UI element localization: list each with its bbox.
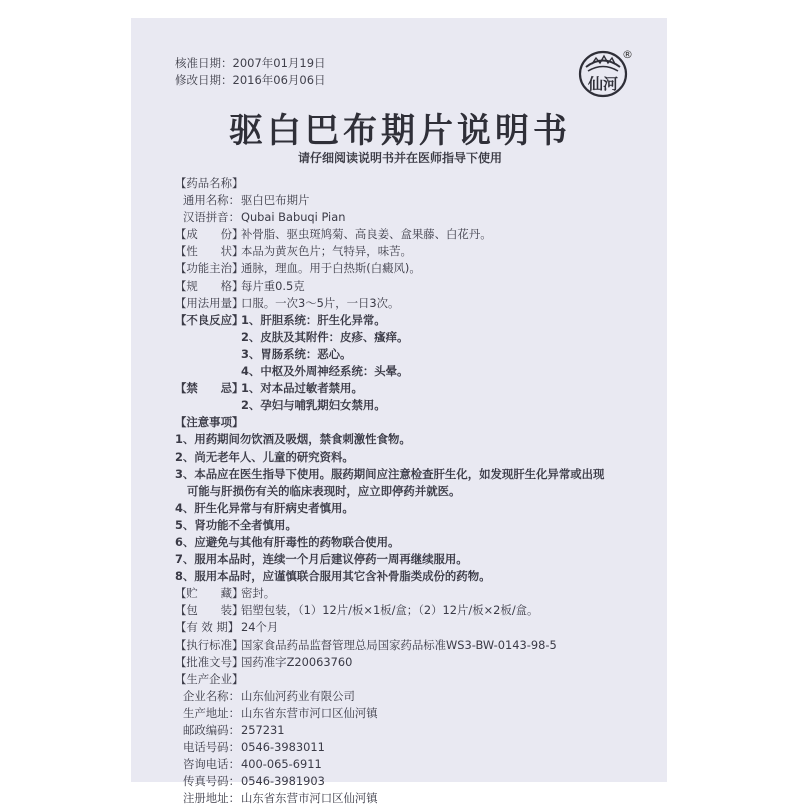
adverse-label: 【不良反应】: [175, 312, 244, 327]
properties-value: 本品为黄灰色片；气特异，味苦。: [241, 244, 412, 259]
standard-label: 【执行标准】: [175, 637, 244, 652]
leaflet-body: [175, 175, 655, 807]
standard-value: 国家食品药品监督管理总局国家药品标准WS3-BW-0143-98-5: [241, 637, 557, 652]
manufacturer-field-label: 电话号码：: [183, 740, 240, 755]
manufacturer-field-value: 山东省东营市河口区仙河镇: [241, 791, 378, 806]
composition-label: 【成 份】: [175, 227, 244, 242]
precaution-item: 2、尚无老年人、儿童的研究资料。: [175, 449, 354, 464]
manufacturer-row: [175, 756, 655, 773]
manufacturer-row: [175, 773, 655, 790]
storage-label: 【贮 藏】: [175, 586, 244, 601]
adverse-row-2: [175, 329, 655, 346]
precautions-header: 【注意事项】: [175, 415, 244, 430]
properties-label: 【性 状】: [175, 244, 244, 259]
contra-item: 1、对本品过敏者禁用。: [241, 381, 363, 396]
storage-value: 密封。: [241, 586, 276, 601]
precaution-item: 1、用药期间勿饮酒及吸烟，禁食刺激性食物。: [175, 432, 411, 447]
manufacturer-field-label: 注册地址：: [183, 791, 240, 806]
adverse-item: 3、胃肠系统：恶心。: [241, 346, 352, 361]
drug-name-header: 【药品名称】: [175, 176, 244, 190]
approval-no-value: 国药准字Z20063760: [241, 654, 353, 669]
storage-row: [175, 585, 655, 602]
manufacturer-row: [175, 739, 655, 756]
package-row: [175, 602, 655, 619]
revision-date: 修改日期：2016年06月06日: [175, 73, 326, 87]
contra-row-2: [175, 397, 655, 414]
precaution-item: 3、本品应在医生指导下使用。服药期间应注意检查肝生化，如发现肝生化异常或出现: [175, 466, 605, 481]
common-name-value: 驱白巴布期片: [241, 193, 310, 208]
pinyin-row: [175, 209, 655, 226]
manufacturer-field-value: 山东仙河药业有限公司: [241, 688, 355, 703]
package-label: 【包 装】: [175, 603, 244, 618]
pinyin-label: 汉语拼音：: [183, 210, 240, 225]
adverse-row-4: [175, 363, 655, 380]
manufacturer-row: [175, 688, 655, 705]
svg-text:仙河: 仙河: [587, 75, 619, 93]
validity-value: 24个月: [241, 620, 279, 635]
spec-row: [175, 278, 655, 295]
precaution-item: 5、肾功能不全者慎用。: [175, 517, 297, 532]
package-value: 铝塑包装，（1）12片/板×1板/盒；（2）12片/板×2板/盒。: [241, 603, 539, 618]
manufacturer-field-value: 400-065-6911: [241, 757, 322, 772]
validity-row: [175, 619, 655, 636]
dosage-value: 口服。一次3～5片，一日3次。: [241, 295, 400, 310]
dates-block: [175, 55, 326, 89]
manufacturer-row: [175, 722, 655, 739]
manufacturer-field-label: 企业名称：: [183, 688, 240, 703]
approval-no-row: [175, 654, 655, 671]
composition-value: 补骨脂、驱虫斑鸠菊、高良姜、盒果藤、白花丹。: [241, 227, 492, 242]
common-name-row: [175, 192, 655, 209]
contra-label: 【禁 忌】: [175, 381, 244, 396]
contra-item: 2、孕妇与哺乳期妇女禁用。: [241, 398, 386, 413]
precaution-item-continued: 可能与肝损伤有关的临床表现时，应立即停药并就医。: [187, 483, 461, 498]
properties-row: [175, 243, 655, 260]
precaution-item: 8、服用本品时，应谨慎联合服用其它含补骨脂类成份的药物。: [175, 569, 491, 584]
precaution-item: 4、肝生化异常与有肝病史者慎用。: [175, 500, 354, 515]
document-subtitle: 请仔细阅读说明书并在医师指导下使用: [297, 151, 502, 165]
manufacturer-row: [175, 790, 655, 807]
manufacturer-field-value: 257231: [241, 723, 285, 737]
manufacturer-field-value: 0546-3983011: [241, 740, 325, 755]
composition-row: [175, 226, 655, 243]
company-logo: [578, 50, 628, 98]
approval-date: 核准日期：2007年01月19日: [175, 56, 326, 70]
registered-mark: ®: [622, 48, 633, 61]
document-title: 驱白巴布期片说明书: [229, 111, 571, 151]
indications-row: [175, 260, 655, 277]
adverse-row-3: [175, 346, 655, 363]
manufacturer-header: 【生产企业】: [175, 671, 244, 686]
contra-row-1: [175, 380, 655, 397]
precaution-item: 6、应避免与其他有肝毒性的药物联合使用。: [175, 534, 400, 549]
indications-value: 通脉，理血。用于白热斯(白癜风)。: [241, 261, 421, 276]
adverse-item: 2、皮肤及其附件：皮疹、瘙痒。: [241, 329, 409, 344]
dosage-row: [175, 295, 655, 312]
approval-no-label: 【批准文号】: [175, 654, 244, 669]
manufacturer-field-label: 传真号码：: [183, 774, 240, 789]
manufacturer-row: [175, 705, 655, 722]
manufacturer-field-value: 0546-3981903: [241, 774, 325, 789]
spec-label: 【规 格】: [175, 278, 244, 293]
precaution-item: 7、服用本品时，连续一个月后建议停药一周再继续服用。: [175, 552, 468, 567]
indications-label: 【功能主治】: [175, 261, 244, 276]
standard-row: [175, 637, 655, 654]
common-name-label: 通用名称：: [183, 193, 240, 208]
adverse-item: 1、肝胆系统：肝生化异常。: [241, 312, 386, 327]
validity-label: 【有 效 期】: [175, 620, 240, 635]
pinyin-value: Qubai Babuqi Pian: [241, 210, 346, 225]
manufacturer-field-label: 咨询电话：: [183, 757, 240, 772]
manufacturer-field-label: 生产地址：: [183, 705, 240, 720]
adverse-row-1: [175, 312, 655, 329]
adverse-item: 4、中枢及外周神经系统：头晕。: [241, 364, 409, 379]
manufacturer-field-label: 邮政编码：: [183, 723, 240, 737]
dosage-label: 【用法用量】: [175, 295, 244, 310]
manufacturer-field-value: 山东省东营市河口区仙河镇: [241, 705, 378, 720]
spec-value: 每片重0.5克: [241, 278, 305, 293]
